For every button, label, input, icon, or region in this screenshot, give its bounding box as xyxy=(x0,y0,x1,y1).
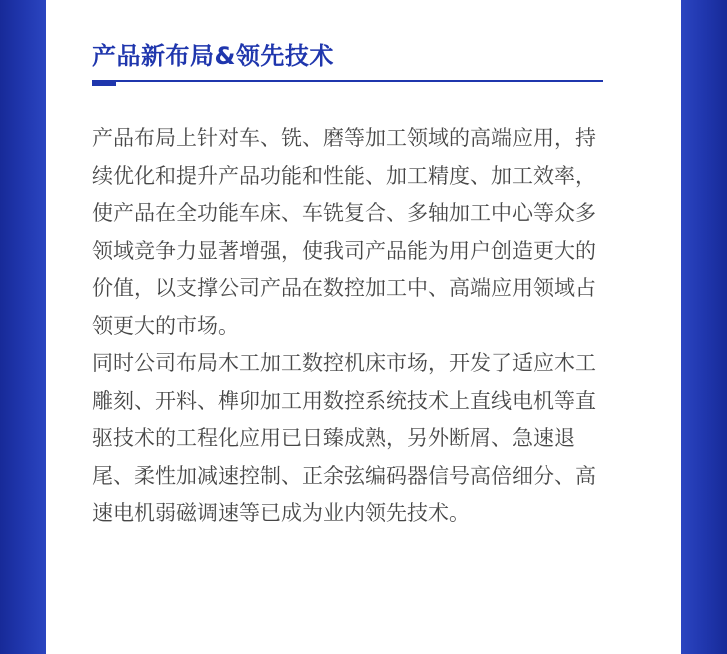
section-title: 产品新布局&领先技术 xyxy=(92,42,334,70)
right-blue-border xyxy=(681,0,727,654)
paragraph-product-layout: 产品布局上针对车、铣、磨等加工领域的高端应用，持续优化和提升产品功能和性能、加工精度、加工效率，使产品在全功能车床、车铣复合、多轴加工中心等众多领域竞争力显著增强，使我司产品能为用户创造更大的价值，以支撑公司产品在数控加工中、高端应用领域占领更大的市场。 xyxy=(92,126,596,338)
article-body xyxy=(92,120,607,533)
title-divider-accent xyxy=(92,82,116,86)
paragraph-woodworking-technology: 同时公司布局木工加工数控机床市场，开发了适应木工雕刻、开料、榫卯加工用数控系统技术上直线电机等直驱技术的工程化应用已日臻成熟，另外断屑、急速退尾、柔性加减速控制、正余弦编码器信号高倍细分、高速电机弱磁调速等已成为业内领先技术。 xyxy=(92,351,596,525)
title-divider xyxy=(92,80,603,82)
left-blue-border xyxy=(0,0,46,654)
